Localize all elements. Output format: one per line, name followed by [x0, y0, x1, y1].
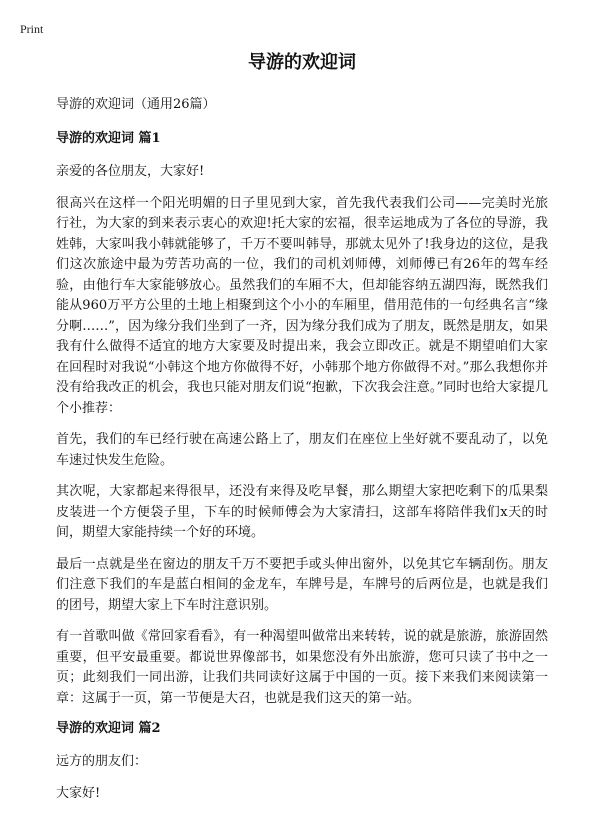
document-title: 导游的欢迎词 [248, 52, 356, 73]
paragraph-tip-3: 最后一点就是坐在窗边的朋友千万不要把手或头伸出窗外，以免其它车辆刮伤。朋友们注意下我们的车是蓝白相间的金龙车，车牌号是，车牌号的后两位是，也就是我们的团号，期望大家上下车时注意识别。 [56, 556, 548, 613]
paragraph-intro: 很高兴在这样一个阳光明媚的日子里见到大家，首先我代表我们公司——完美时光旅行社，为大家的到来表示衷心的欢迎!托大家的宏福，很幸运地成为了各位的导游，我姓韩，大家叫我小韩就能够了，千万不要叫韩导，那就太见外了!我身边的这位，是我们这次旅途中最为劳苦功高的一位，我们的司机刘师傅，刘师傅已有26年的驾车经验，由他行车大家能够放心。虽然我们的车厢不大，但却能容纳五湖四海，既然我们能从960万平方公里的土地上相聚到这个小小的车厢里，借用范伟的一句经典名言“缘分啊……”，因为缘分我们坐到了一齐，因为缘分我们成为了朋友，既然是朋友，如果我有什么做得不适宜的地方大家要及时提出来，我会立即改正。就是不期望咱们大家在回程时对我说“小韩这个地方你做得不好，小韩那个地方你做得不对。”那么我想你并没有给我改正的机会，我也只能对朋友们说“抱歉，下次我会注意。”同时也给大家提几个小推荐： [56, 195, 548, 416]
paragraph-tip-1: 首先，我们的车已经行驶在高速公路上了，朋友们在座位上坐好就不要乱动了，以免车速过快发生危险。 [56, 432, 548, 468]
paragraph-closing: 有一首歌叫做《常回家看看》，有一种渴望叫做常出来转转，说的就是旅游，旅游固然重要，但平安最重要。都说世界像部书，如果您没有外出旅游，您可只读了书中之一页；此刻我们一同出游，让我们共同读好这属于中国的一页。接下来我们来阅读第一章：这属于一页，第一节便是大召，也就是我们这天的第一站。 [56, 629, 548, 706]
paragraph-salutation: 远方的朋友们： [56, 754, 148, 769]
paragraph-greeting: 大家好! [56, 785, 101, 801]
section-2 [56, 720, 548, 804]
section-1 [56, 130, 548, 709]
paragraph-tip-2: 其次呢，大家都起来得很早，还没有来得及吃早餐，那么期望大家把吃剩下的瓜果梨皮装进一个方便袋子里，下车的时候师傅会为大家清扫，这部车将陪伴我们x天的时间，期望大家能持续一个好的环境。 [56, 484, 548, 540]
paragraph-greeting: 亲爱的各位朋友，大家好! [56, 164, 205, 179]
document-body [56, 50, 548, 815]
print-link[interactable]: Print [20, 22, 44, 36]
document-subtitle: 导游的欢迎词（通用26篇） [56, 97, 216, 112]
section-heading: 导游的欢迎词 篇1 [56, 131, 161, 146]
section-heading: 导游的欢迎词 篇2 [56, 721, 161, 736]
